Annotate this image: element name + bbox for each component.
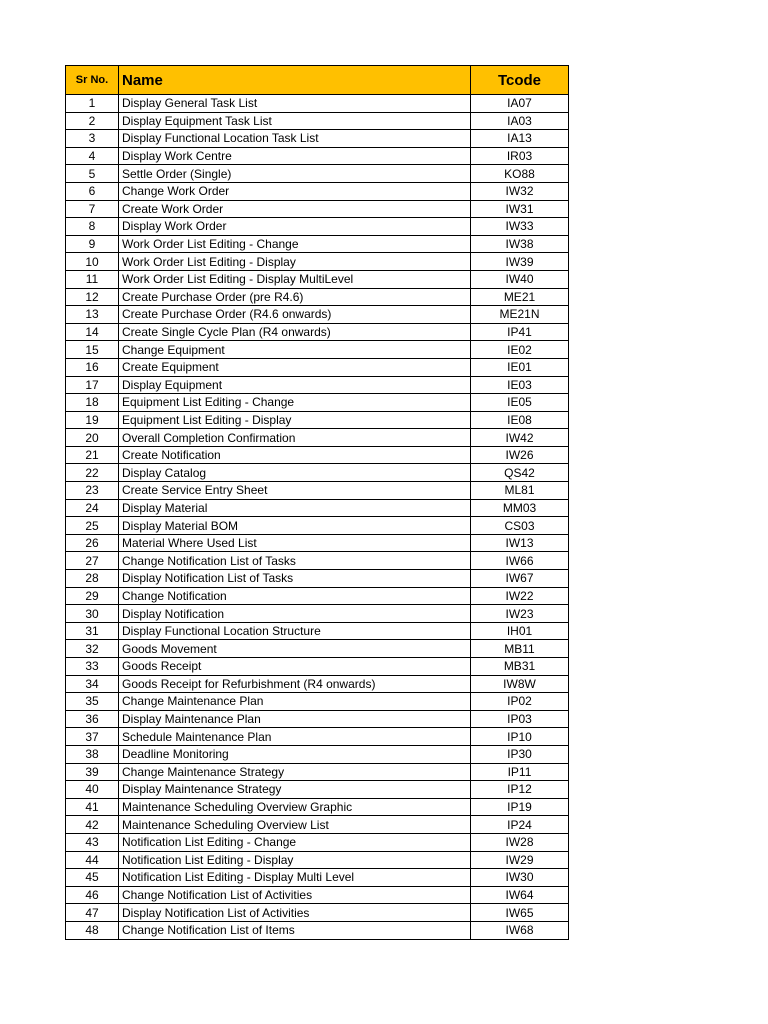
cell-name: Equipment List Editing - Display [119,411,471,429]
table-row [66,182,569,200]
table-row [66,570,569,588]
cell-tcode: IW23 [471,605,569,623]
cell-name: Display Equipment [119,376,471,394]
table-row [66,745,569,763]
table-row [66,394,569,412]
cell-name: Work Order List Editing - Display [119,253,471,271]
cell-tcode: IE02 [471,341,569,359]
tcode-table [65,65,569,940]
table-row [66,147,569,165]
cell-tcode: MB11 [471,640,569,658]
cell-name: Schedule Maintenance Plan [119,728,471,746]
cell-name: Maintenance Scheduling Overview Graphic [119,798,471,816]
cell-name: Display Functional Location Structure [119,622,471,640]
cell-name: Work Order List Editing - Change [119,235,471,253]
header-name: Name [119,66,471,95]
cell-name: Settle Order (Single) [119,165,471,183]
cell-name: Display Maintenance Strategy [119,781,471,799]
cell-sr-no: 42 [66,816,119,834]
cell-name: Create Single Cycle Plan (R4 onwards) [119,323,471,341]
table-row [66,851,569,869]
cell-tcode: MM03 [471,499,569,517]
table-row [66,798,569,816]
cell-sr-no: 21 [66,446,119,464]
cell-name: Display Material BOM [119,517,471,535]
cell-tcode: IR03 [471,147,569,165]
cell-tcode: IP30 [471,745,569,763]
cell-sr-no: 32 [66,640,119,658]
cell-sr-no: 34 [66,675,119,693]
cell-tcode: IW22 [471,587,569,605]
table-row [66,781,569,799]
cell-name: Goods Receipt for Refurbishment (R4 onwards) [119,675,471,693]
table-row [66,499,569,517]
cell-tcode: IW32 [471,182,569,200]
table-row [66,622,569,640]
cell-tcode: IW33 [471,218,569,236]
table-row [66,869,569,887]
cell-sr-no: 39 [66,763,119,781]
table-row [66,833,569,851]
cell-sr-no: 15 [66,341,119,359]
cell-tcode: IW29 [471,851,569,869]
cell-sr-no: 6 [66,182,119,200]
cell-name: Material Where Used List [119,534,471,552]
cell-tcode: IW38 [471,235,569,253]
table-header [66,66,569,95]
header-tcode: Tcode [471,66,569,95]
cell-tcode: IP19 [471,798,569,816]
cell-tcode: IW65 [471,904,569,922]
cell-tcode: QS42 [471,464,569,482]
table-row [66,587,569,605]
cell-sr-no: 19 [66,411,119,429]
cell-name: Equipment List Editing - Change [119,394,471,412]
table-row [66,763,569,781]
cell-tcode: IW66 [471,552,569,570]
cell-tcode: IP03 [471,710,569,728]
cell-sr-no: 47 [66,904,119,922]
cell-name: Create Work Order [119,200,471,218]
cell-tcode: IP11 [471,763,569,781]
cell-name: Notification List Editing - Display Multi Level [119,869,471,887]
header-row [66,66,569,95]
table-row [66,235,569,253]
table-row [66,464,569,482]
table-row [66,921,569,939]
cell-sr-no: 12 [66,288,119,306]
cell-sr-no: 25 [66,517,119,535]
cell-name: Display Notification List of Activities [119,904,471,922]
cell-sr-no: 40 [66,781,119,799]
cell-name: Change Notification List of Tasks [119,552,471,570]
cell-sr-no: 36 [66,710,119,728]
cell-tcode: IW42 [471,429,569,447]
cell-tcode: IA13 [471,130,569,148]
table-row [66,904,569,922]
cell-name: Change Maintenance Strategy [119,763,471,781]
cell-sr-no: 41 [66,798,119,816]
cell-name: Notification List Editing - Display [119,851,471,869]
cell-name: Display Notification List of Tasks [119,570,471,588]
cell-sr-no: 33 [66,658,119,676]
cell-name: Create Notification [119,446,471,464]
cell-sr-no: 23 [66,482,119,500]
cell-sr-no: 16 [66,358,119,376]
cell-sr-no: 9 [66,235,119,253]
cell-sr-no: 46 [66,886,119,904]
cell-sr-no: 4 [66,147,119,165]
table-row [66,200,569,218]
cell-tcode: IE03 [471,376,569,394]
cell-tcode: IW39 [471,253,569,271]
cell-sr-no: 5 [66,165,119,183]
table-row [66,675,569,693]
cell-tcode: IP41 [471,323,569,341]
cell-sr-no: 20 [66,429,119,447]
cell-tcode: IW26 [471,446,569,464]
table-row [66,112,569,130]
table-row [66,165,569,183]
table-row [66,253,569,271]
cell-sr-no: 7 [66,200,119,218]
cell-name: Display Maintenance Plan [119,710,471,728]
table-row [66,358,569,376]
cell-name: Change Notification List of Items [119,921,471,939]
table-row [66,95,569,113]
cell-tcode: IP02 [471,693,569,711]
cell-name: Display Material [119,499,471,517]
table-row [66,376,569,394]
cell-sr-no: 37 [66,728,119,746]
cell-tcode: ME21 [471,288,569,306]
cell-name: Display Work Order [119,218,471,236]
cell-sr-no: 11 [66,270,119,288]
table-row [66,552,569,570]
cell-sr-no: 30 [66,605,119,623]
cell-sr-no: 14 [66,323,119,341]
cell-sr-no: 48 [66,921,119,939]
cell-name: Change Equipment [119,341,471,359]
cell-name: Change Notification List of Activities [119,886,471,904]
header-sr-no: Sr No. [66,66,119,95]
table-row [66,728,569,746]
cell-tcode: IW13 [471,534,569,552]
table-row [66,640,569,658]
cell-tcode: IW28 [471,833,569,851]
cell-tcode: ML81 [471,482,569,500]
cell-tcode: IW31 [471,200,569,218]
cell-tcode: IW67 [471,570,569,588]
table-row [66,693,569,711]
cell-name: Change Work Order [119,182,471,200]
cell-sr-no: 3 [66,130,119,148]
cell-sr-no: 26 [66,534,119,552]
table-row [66,270,569,288]
cell-sr-no: 13 [66,306,119,324]
cell-tcode: CS03 [471,517,569,535]
cell-name: Notification List Editing - Change [119,833,471,851]
table-row [66,218,569,236]
cell-sr-no: 17 [66,376,119,394]
cell-name: Display Notification [119,605,471,623]
cell-name: Display Functional Location Task List [119,130,471,148]
table-row [66,323,569,341]
table-row [66,429,569,447]
cell-sr-no: 45 [66,869,119,887]
table-row [66,517,569,535]
cell-sr-no: 18 [66,394,119,412]
cell-sr-no: 38 [66,745,119,763]
cell-tcode: MB31 [471,658,569,676]
cell-sr-no: 24 [66,499,119,517]
cell-sr-no: 28 [66,570,119,588]
cell-tcode: IA03 [471,112,569,130]
cell-tcode: IW68 [471,921,569,939]
table-row [66,710,569,728]
cell-name: Display Catalog [119,464,471,482]
table-row [66,446,569,464]
cell-name: Change Maintenance Plan [119,693,471,711]
cell-name: Deadline Monitoring [119,745,471,763]
cell-sr-no: 29 [66,587,119,605]
cell-tcode: ME21N [471,306,569,324]
table-body [66,95,569,940]
cell-sr-no: 27 [66,552,119,570]
cell-sr-no: 1 [66,95,119,113]
cell-name: Create Purchase Order (pre R4.6) [119,288,471,306]
cell-tcode: IW40 [471,270,569,288]
cell-tcode: IE08 [471,411,569,429]
cell-sr-no: 10 [66,253,119,271]
table-row [66,130,569,148]
cell-tcode: IP10 [471,728,569,746]
table-row [66,288,569,306]
cell-tcode: KO88 [471,165,569,183]
cell-name: Display Equipment Task List [119,112,471,130]
cell-name: Create Equipment [119,358,471,376]
cell-sr-no: 44 [66,851,119,869]
cell-sr-no: 31 [66,622,119,640]
cell-sr-no: 8 [66,218,119,236]
cell-name: Overall Completion Confirmation [119,429,471,447]
cell-name: Work Order List Editing - Display MultiLevel [119,270,471,288]
table-row [66,534,569,552]
cell-sr-no: 2 [66,112,119,130]
cell-tcode: IW8W [471,675,569,693]
cell-tcode: IW30 [471,869,569,887]
cell-tcode: IH01 [471,622,569,640]
cell-name: Display Work Centre [119,147,471,165]
cell-name: Create Service Entry Sheet [119,482,471,500]
table-row [66,411,569,429]
table-row [66,306,569,324]
table-row [66,886,569,904]
cell-tcode: IE01 [471,358,569,376]
table-row [66,816,569,834]
table-row [66,482,569,500]
cell-tcode: IP24 [471,816,569,834]
cell-name: Maintenance Scheduling Overview List [119,816,471,834]
cell-name: Create Purchase Order (R4.6 onwards) [119,306,471,324]
cell-sr-no: 22 [66,464,119,482]
cell-tcode: IW64 [471,886,569,904]
cell-name: Goods Receipt [119,658,471,676]
table-row [66,658,569,676]
cell-name: Change Notification [119,587,471,605]
cell-tcode: IP12 [471,781,569,799]
table-row [66,605,569,623]
table-row [66,341,569,359]
cell-tcode: IA07 [471,95,569,113]
cell-sr-no: 35 [66,693,119,711]
cell-name: Display General Task List [119,95,471,113]
cell-sr-no: 43 [66,833,119,851]
cell-name: Goods Movement [119,640,471,658]
cell-tcode: IE05 [471,394,569,412]
